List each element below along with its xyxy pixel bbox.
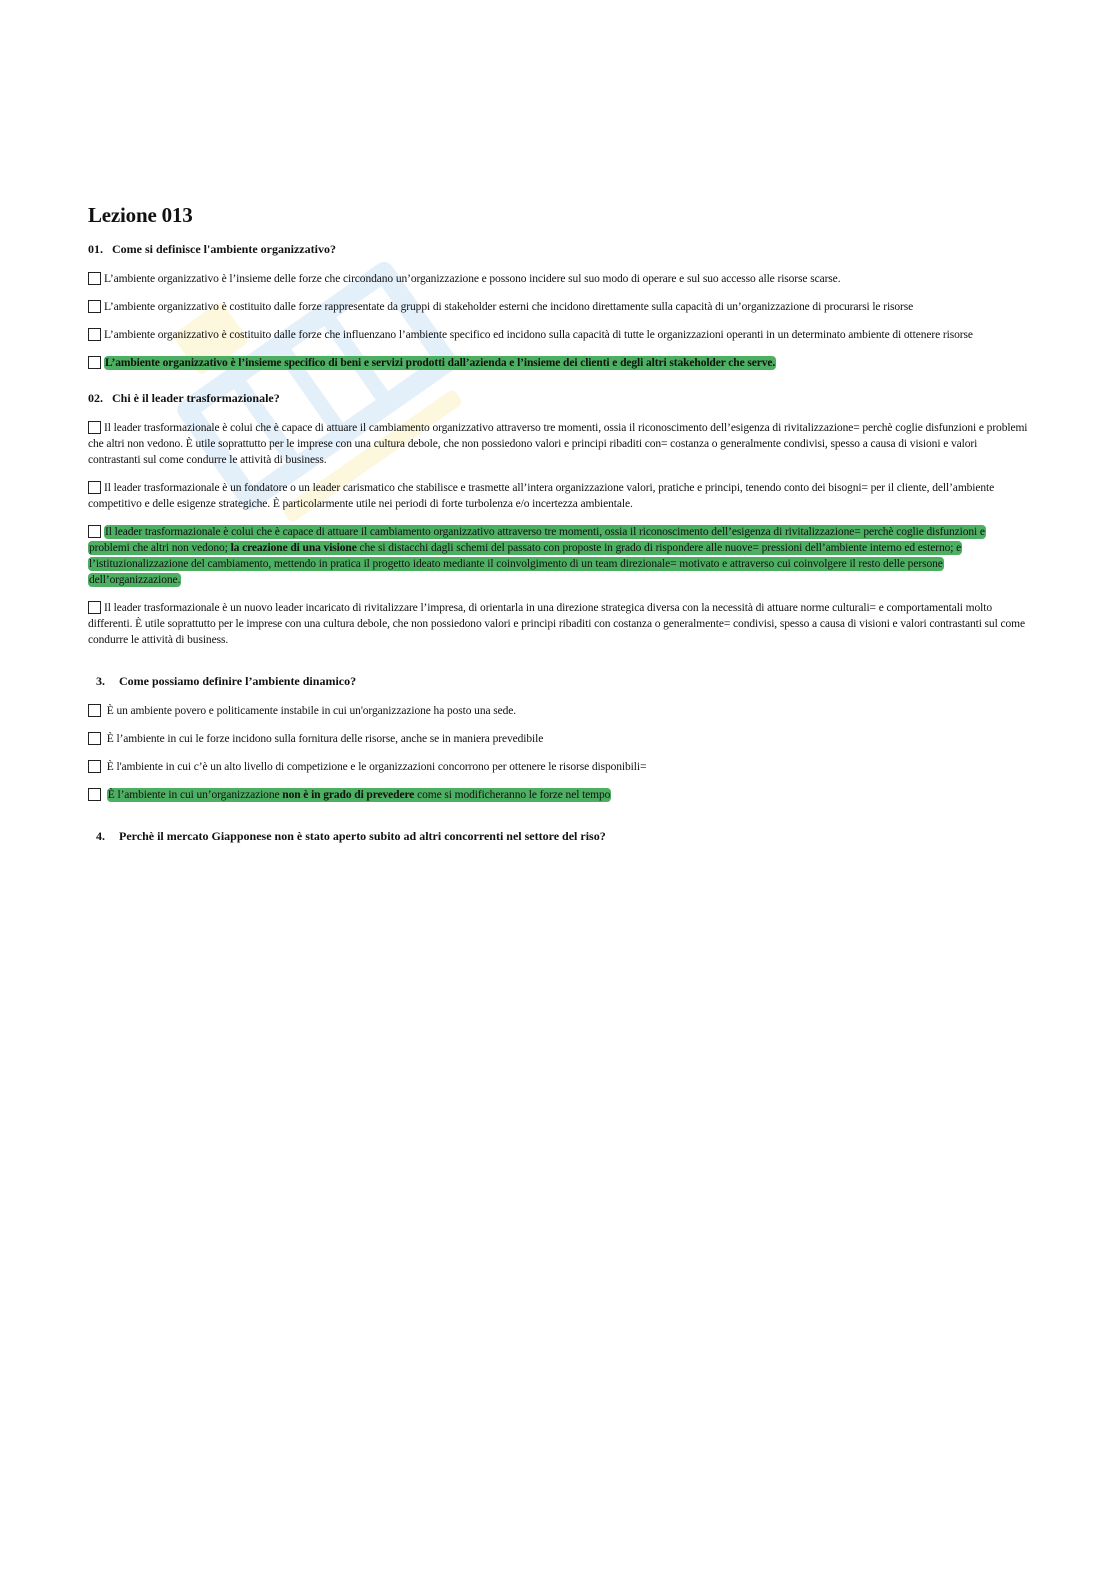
answer-checkbox[interactable] [88,601,101,614]
answer-text-part2: che si distacchi dagli schemi del passato con proposte in grado di rispondere alle nuove= pressioni dell’ambiente interno ed esterno; e l’istituzionalizzazione del cambiamento, mettendo in pratica il progetto ideato mediante il coinvolgimento di un team direzionale= motivato e attraverso cui coinvolgere il resto delle persone dell’organizzazione. [89,542,962,586]
answer-text: È l'ambiente in cui c’è un alto livello di competizione e le organizzazioni concorrono per ottenere le risorse disponibili= [106,761,647,773]
question-number: 3. [96,674,105,688]
answer-checkbox[interactable] [88,328,101,341]
answer-checkbox[interactable] [88,272,101,285]
answer-1-b [88,299,1028,315]
question-number: 01. [88,242,103,256]
answer-2-d [88,600,1028,648]
question-3 [88,674,1028,689]
question-text: Come si definisce l'ambiente organizzativo? [112,242,336,256]
question-text: Come possiamo definire l’ambiente dinamico? [119,674,357,688]
answer-text: Il leader trasformazionale è colui che è capace di attuare il cambiamento organizzativo attraverso tre momenti, ossia il riconoscimento dell’esigenza di rivitalizzazione= perchè coglie disfunzioni e problemi che altri non vedono. È utile soprattutto per le imprese con una cultura debole, che non possiedono valori e principi ribaditi con= costanza o generalmente condivisi, spesso a causa di visioni e valori contrastanti sul come condurre le attività di business. [88,422,1028,466]
answer-text: Il leader trasformazionale è un fondatore o un leader carismatico che stabilisce e trasmette all’intera organizzazione valori, pratiche e principi, tenendo conto dei bisogni= per il cliente, dell’ambiente competitivo e delle esigenze strategiche. È particolarmente utile nei periodi di forte turbolenza e/o incertezza ambientale. [88,482,995,510]
answer-text-part1: Il leader trasformazionale è colui che è capace di attuare il cambiamento organizzativo attraverso tre momenti, ossia il riconoscimento dell’esigenza di rivitalizzazione= perchè coglie disfunzioni e problemi che altri non vedono; [89,526,985,554]
answer-text: È un ambiente povero e politicamente instabile in cui un'organizzazione ha posto una sede. [106,705,517,717]
answer-2-b [88,480,1028,512]
answer-text-bold: non è in grado di prevedere [282,789,415,801]
answer-checkbox[interactable] [88,300,101,313]
answer-checkbox[interactable] [88,421,101,434]
answer-text-highlighted [107,788,612,802]
answer-1-c [88,327,1028,343]
answer-text-highlighted: L’ambiente organizzativo è l’insieme specifico di beni e servizi prodotti dall’azienda e l’insieme dei clienti e degli altri stakeholder che serve. [105,357,776,369]
answer-checkbox[interactable] [88,704,101,717]
answer-checkbox[interactable] [88,356,101,369]
answer-text: L’ambiente organizzativo è l’insieme delle forze che circondano un’organizzazione e possono incidere sul suo modo di operare e sul suo accesso alle risorse scarse. [104,273,841,285]
question-4 [88,829,1028,844]
answer-text: L’ambiente organizzativo è costituito dalle forze che influenzano l’ambiente specifico ed incidono sulla capacità di tutte le organizzazioni operanti in un determinato ambiente di ottenere risorse [104,329,973,341]
question-number: 02. [88,391,103,405]
answer-1-d-correct [88,355,1028,371]
question-2 [88,391,1028,406]
answer-3-a [88,703,1028,719]
answer-checkbox[interactable] [88,788,101,801]
page-title: Lezione 013 [88,203,193,227]
answer-text-part1: È l’ambiente in cui un’organizzazione [107,789,280,801]
answer-text: Il leader trasformazionale è un nuovo leader incaricato di rivitalizzare l’impresa, di orientarla in una direzione strategica diversa con la necessità di attuare norme culturali= e comportamentali molto differenti. È utile soprattutto per le imprese con una cultura debole, che non possiedono valori e principi ribaditi con costanza o generalmente= condivisi, spesso a causa di visioni e valori contrastanti sul come condurre le attività di business. [88,602,1025,646]
question-number: 4. [96,829,105,843]
answer-checkbox[interactable] [88,760,101,773]
answer-2-c-correct [88,524,1028,588]
answer-text: L’ambiente organizzativo è costituito dalle forze rappresentate da gruppi di stakeholder esterni che incidono direttamente sulla capacità di un’organizzazione di procurarsi le risorse [104,301,914,313]
question-text: Chi è il leader trasformazionale? [112,391,280,405]
answer-text-highlighted [88,525,986,587]
answer-3-b [88,731,1028,747]
document-content [88,203,1028,858]
answer-text: È l’ambiente in cui le forze incidono sulla fornitura delle risorse, anche se in maniera prevedibile [106,733,544,745]
answer-3-c [88,759,1028,775]
answer-1-a [88,271,1028,287]
answer-text-bold: la creazione di una visione [230,542,357,554]
answer-2-a [88,420,1028,468]
question-1 [88,242,1028,257]
answer-checkbox[interactable] [88,732,101,745]
answer-checkbox[interactable] [88,481,101,494]
answer-3-d-correct [88,787,1028,803]
question-text: Perchè il mercato Giapponese non è stato aperto subito ad altri concorrenti nel settore del riso? [119,829,606,843]
answer-text-part2: come si modificheranno le forze nel tempo [417,789,611,801]
answer-checkbox[interactable] [88,525,101,538]
